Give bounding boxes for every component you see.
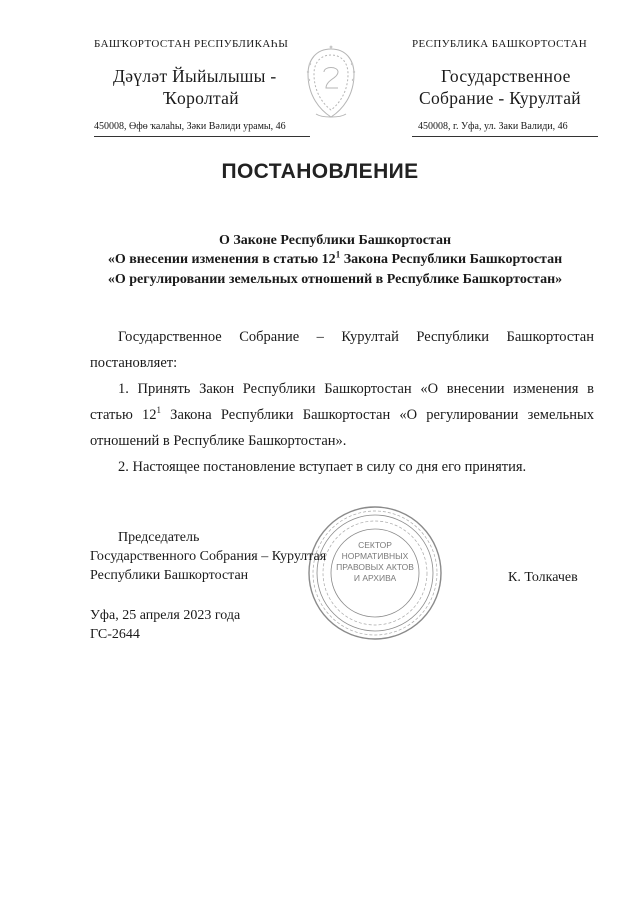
header-right-rule	[412, 136, 598, 137]
document-type-heading: ПОСТАНОВЛЕНИЕ	[221, 160, 419, 183]
signature-body-2: Республики Башкортостан	[90, 568, 249, 583]
header-left-org: БАШҠОРТОСТАН РЕСПУБЛИКАҺЫ	[94, 38, 289, 50]
header-left-title-2: Ҡоролтай	[163, 88, 239, 108]
paragraph-2-line-1: 1. Принять Закон Республики Башкортостан «О внесении изменения в	[118, 381, 594, 397]
paragraph-2-line-3: отношений в Республике Башкортостан».	[90, 433, 347, 449]
header-right-title-1: Государственное	[441, 66, 571, 86]
archive-stamp	[306, 504, 444, 642]
paragraph-1-line-2: постановляет:	[90, 355, 178, 371]
header-left-rule	[94, 136, 310, 137]
header-left-address: 450008, Өфө ҡалаһы, Зәки Вәлиди урамы, 46	[94, 121, 286, 132]
header-left-title-1: Дәүләт Йыйылышы -	[113, 66, 277, 86]
signature-position: Председатель	[118, 530, 200, 545]
paragraph-2-line-2: статью $12^1$ Закона Республики Башкортостан «О регулировании земельных	[90, 405, 594, 423]
title-line-1: О Законе Республики Башкортостан	[218, 233, 452, 248]
header-right-address: 450008, г. Уфа, ул. Заки Валиди, 46	[418, 121, 568, 132]
signature-body-1: Государственного Собрания – Курултая	[90, 549, 327, 564]
paragraph-1-line-1: Государственное Собрание – Курултай Республики Башкортостан	[118, 329, 594, 345]
coat-of-arms-emblem	[302, 44, 360, 122]
header-right-org: РЕСПУБЛИКА БАШКОРТОСТАН	[412, 38, 588, 50]
stamp-center-text: СЕКТОР НОРМАТИВНЫХ ПРАВОВЫХ АКТОВ И АРХИВА	[336, 540, 414, 583]
document-number: ГС-2644	[90, 627, 140, 642]
place-and-date: Уфа, 25 апреля 2023 года	[90, 608, 241, 623]
signatory-name: К. Толкачев	[508, 570, 578, 585]
header-right-title-2: Собрание - Курултай	[419, 88, 581, 108]
title-line-2: «О внесении изменения в статью $12^1$ Закона Республики Башкортостан	[107, 249, 563, 267]
paragraph-3: 2. Настоящее постановление вступает в силу со дня его принятия.	[118, 459, 527, 475]
title-line-3: «О регулировании земельных отношений в Республике Башкортостан»	[107, 272, 563, 287]
